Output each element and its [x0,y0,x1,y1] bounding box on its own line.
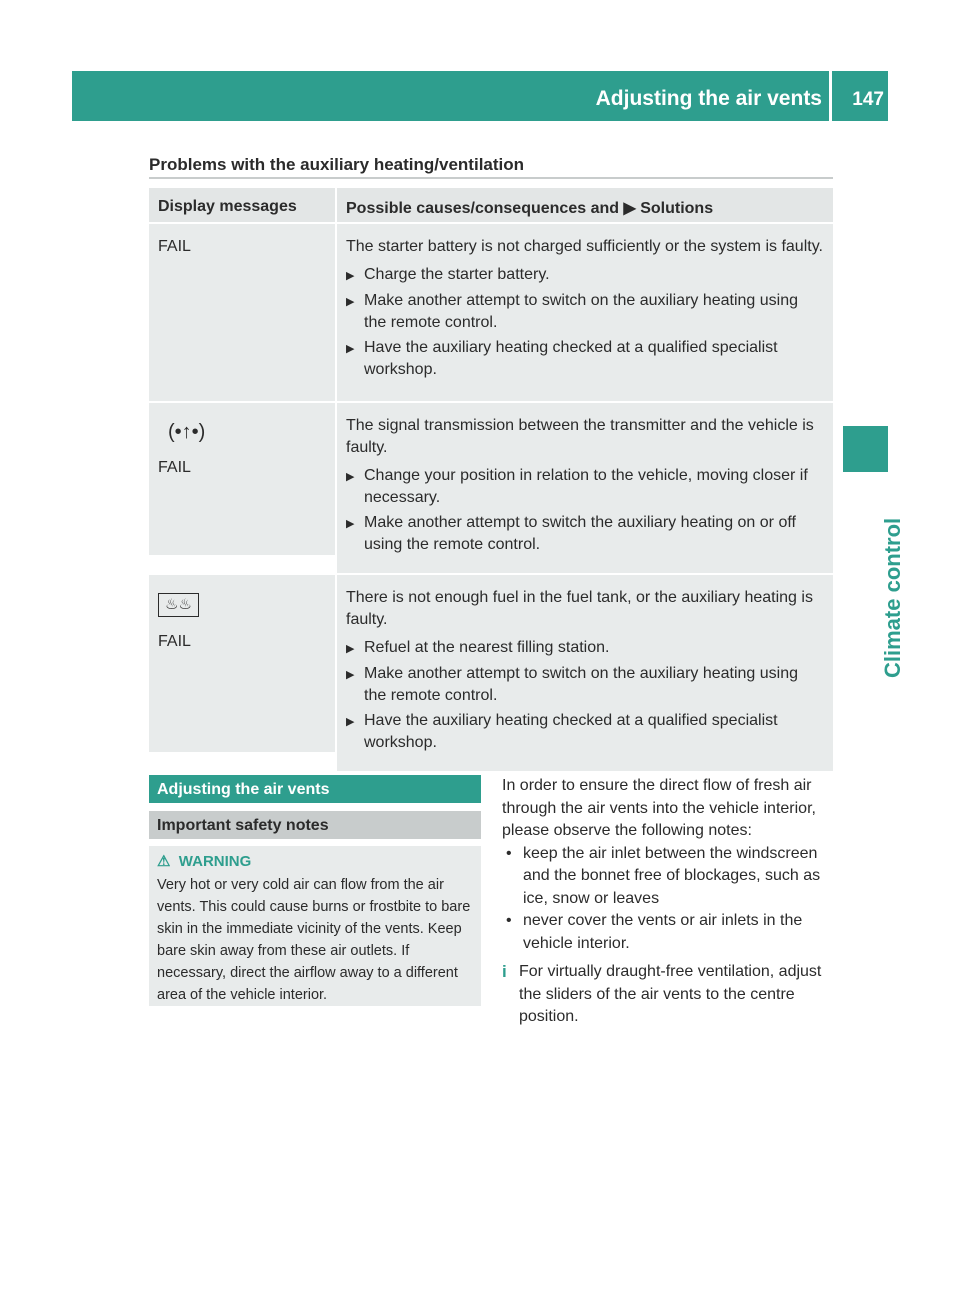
bullet-icon: • [506,844,512,862]
step-text: Make another attempt to switch on the auxiliary heating using the remote control. [364,292,799,331]
list-item [346,337,824,381]
warning-label: WARNING [178,853,252,870]
column-header-causes: Possible causes/consequences and ▶ Solutions [337,188,833,222]
display-cell [149,403,335,555]
display-message: FAIL [158,633,191,650]
signal-transmission-icon: (•↑•) [168,421,206,443]
heating-fuel-icon: ♨♨ [158,593,199,617]
display-cell [149,224,335,401]
step-text: Have the auxiliary heating checked at a qualified specialist workshop. [364,712,778,751]
list-item [502,910,834,955]
section-title: Problems with the auxiliary heating/ventilation [149,155,525,174]
note-text: never cover the vents or air inlets in the vehicle interior. [523,912,803,952]
list-item [346,637,824,660]
arrow-icon: ▶ [346,471,355,483]
intro-text: In order to ensure the direct flow of fresh air through the air vents into the vehicle interior, please observe the following notes: [502,777,816,839]
warning-header [157,851,473,873]
safety-notes-heading: Important safety notes [149,811,481,839]
list-item [346,710,824,754]
display-message: FAIL [158,459,191,476]
table-row [149,403,833,573]
list-item [502,843,834,911]
air-vents-notes [502,775,834,1029]
step-text: Have the auxiliary heating checked at a qualified specialist workshop. [364,339,778,378]
info-note [502,961,834,1029]
air-vents-heading: Adjusting the air vents [149,775,481,803]
table-row [149,224,833,401]
section-divider [149,177,833,179]
arrow-icon: ▶ [346,296,355,308]
header-title: Adjusting the air vents [595,87,822,110]
problems-table [149,188,833,771]
warning-text: Very hot or very cold air can flow from the air vents. This could cause burns or frostbite to bare skin in the immediate vicinity of the vents. Keep bare skin away from these air outlets. If necessary, direct the airflow away to a different area of the vehicle interior. [157,877,471,1003]
list-item [346,290,824,334]
arrow-icon: ▶ [346,270,355,282]
display-message: FAIL [158,238,191,255]
step-text: Make another attempt to switch on the auxiliary heating using the remote control. [364,665,799,704]
cause-text: The starter battery is not charged sufficiently or the system is faulty. [346,238,823,255]
step-text: Change your position in relation to the vehicle, moving closer if necessary. [364,467,808,506]
info-icon: i [502,962,507,981]
step-text: Refuel at the nearest filling station. [364,639,610,656]
causes-cell [337,224,833,401]
table-header [149,188,833,222]
side-tab-marker [843,426,888,472]
cause-text: There is not enough fuel in the fuel tank, or the auxiliary heating is faulty. [346,589,813,628]
page-header-bar [72,71,888,121]
bullet-icon: • [506,912,512,929]
step-text: Make another attempt to switch the auxiliary heating on or off using the remote control. [364,514,796,553]
display-cell [149,575,335,752]
warning-triangle-icon: ⚠ [157,853,171,870]
arrow-icon: ▶ [346,669,355,681]
cause-text: The signal transmission between the transmitter and the vehicle is faulty. [346,417,814,456]
causes-cell [337,403,833,573]
arrow-icon: ▶ [346,716,355,728]
causes-cell [337,575,833,771]
list-item [346,663,824,707]
note-text: keep the air inlet between the windscreen and the bonnet free of blockages, such as ice, snow or leaves [523,844,821,907]
info-text: For virtually draught-free ventilation, adjust the sliders of the air vents to the centre position. [519,963,822,1025]
page-number: 147 [852,89,884,110]
arrow-icon: ▶ [346,518,355,530]
column-header-display: Display messages [149,188,335,222]
warning-box [149,846,481,1006]
table-row [149,575,833,771]
arrow-icon: ▶ [346,643,355,655]
header-separator [829,71,832,121]
list-item [346,264,824,287]
arrow-icon: ▶ [346,343,355,355]
step-text: Charge the starter battery. [364,266,550,283]
list-item [346,512,824,556]
side-tab-label: Climate control [880,517,905,678]
list-item [346,465,824,509]
